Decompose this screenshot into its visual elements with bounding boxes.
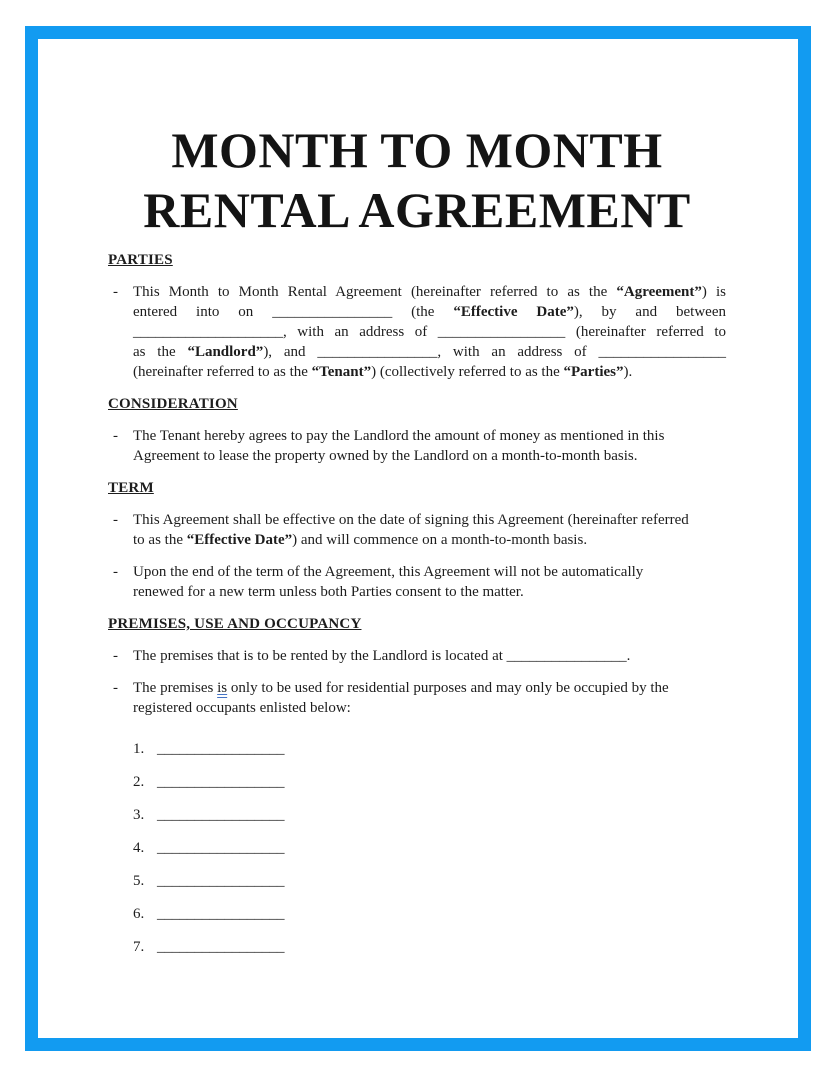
text-run: , with an address of xyxy=(283,324,438,340)
text-run: (hereinafter referred to as the xyxy=(133,364,312,380)
section-heading-term: TERM xyxy=(108,480,154,496)
text-run: (hereinafter referred to xyxy=(565,324,726,340)
paragraph-line xyxy=(133,698,726,718)
paragraph-line xyxy=(133,582,726,602)
text-run: is xyxy=(217,680,228,696)
fill-in-blank: ________________ xyxy=(506,648,627,664)
occupant-list xyxy=(108,739,726,957)
occupant-list-item xyxy=(133,937,726,957)
bullet-item xyxy=(108,282,726,382)
occupant-number: 7. xyxy=(133,939,145,955)
section-term xyxy=(108,478,726,602)
bullet-dash: - xyxy=(113,648,118,664)
bullet-item xyxy=(108,646,726,666)
paragraph-line xyxy=(133,426,726,446)
bullet-dash: - xyxy=(113,680,118,696)
paragraph-line xyxy=(133,646,726,666)
bold-text-run: “Agreement” xyxy=(616,284,702,300)
fill-in-blank: _________________ xyxy=(157,774,285,790)
bullet-item xyxy=(108,426,726,466)
paragraph-line xyxy=(133,530,726,550)
occupant-list-item xyxy=(133,805,726,825)
section-parties xyxy=(108,250,726,382)
section-consideration-bullets xyxy=(108,426,726,466)
paragraph-line xyxy=(133,282,726,302)
occupant-number: 6. xyxy=(133,906,145,922)
occupant-number: 1. xyxy=(133,741,145,757)
occupant-list-item xyxy=(133,772,726,792)
paragraph-line xyxy=(133,302,726,322)
bullet-item xyxy=(108,678,726,718)
occupant-list-item xyxy=(133,904,726,924)
occupant-number: 2. xyxy=(133,774,145,790)
occupant-list-item xyxy=(133,739,726,759)
paragraph-line xyxy=(133,562,726,582)
text-run: only to be used for residential purposes and may only be occupied by the xyxy=(227,680,669,696)
text-run: ) (collectively referred to as the xyxy=(371,364,564,380)
section-consideration xyxy=(108,394,726,466)
section-term-bullets xyxy=(108,510,726,602)
text-run: The Tenant hereby agrees to pay the Landlord the amount of money as mentioned in this xyxy=(133,428,665,444)
fill-in-blank: ____________________ xyxy=(133,324,283,340)
text-run: ). xyxy=(623,364,633,380)
paragraph-line xyxy=(133,678,726,698)
section-premises xyxy=(108,614,726,957)
section-premises-bullets xyxy=(108,646,726,718)
bold-text-run: “Tenant” xyxy=(311,364,372,380)
document-title xyxy=(108,120,726,240)
bullet-dash: - xyxy=(113,284,118,300)
bold-text-run: “Effective Date” xyxy=(453,304,574,320)
text-run: . xyxy=(626,648,631,664)
paragraph-line xyxy=(133,362,726,382)
section-heading-consideration: CONSIDERATION xyxy=(108,396,238,412)
text-run: ) is xyxy=(701,284,726,300)
occupant-number: 3. xyxy=(133,807,145,823)
text-run: as the xyxy=(133,344,188,360)
occupant-number: 5. xyxy=(133,873,145,889)
text-run: The premises that is to be rented by the Landlord is located at xyxy=(133,648,507,664)
fill-in-blank: _________________ xyxy=(437,324,566,340)
fill-in-blank: _________________ xyxy=(157,906,285,922)
text-run: renewed for a new term unless both Parties consent to the matter. xyxy=(133,584,524,600)
text-run: ), and xyxy=(263,344,318,360)
fill-in-blank: ________________ xyxy=(317,344,438,360)
fill-in-blank: ________________ xyxy=(272,304,393,320)
section-heading-premises: PREMISES, USE AND OCCUPANCY xyxy=(108,616,362,632)
section-heading-parties: PARTIES xyxy=(108,252,173,268)
document-body xyxy=(108,38,726,970)
text-run: The premises xyxy=(133,680,218,696)
bullet-item xyxy=(108,562,726,602)
bullet-item xyxy=(108,510,726,550)
text-run: Upon the end of the term of the Agreement, this Agreement will not be automatically xyxy=(133,564,644,580)
text-run: This Month to Month Rental Agreement (hereinafter referred to as the xyxy=(133,284,617,300)
paragraph-line xyxy=(133,342,726,362)
paragraph-line xyxy=(133,446,726,466)
bold-text-run: “Parties” xyxy=(563,364,624,380)
text-run: This Agreement shall be effective on the date of signing this Agreement (hereinafter referred xyxy=(133,512,689,528)
bullet-dash: - xyxy=(113,564,118,580)
text-run: , with an address of xyxy=(437,344,599,360)
text-run: to as the xyxy=(133,532,187,548)
text-run: ) and will commence on a month-to-month basis. xyxy=(292,532,588,548)
bold-text-run: “Landlord” xyxy=(187,344,264,360)
text-run: ), by and between xyxy=(573,304,726,320)
fill-in-blank: _________________ xyxy=(598,344,726,360)
paragraph-line xyxy=(133,510,726,530)
fill-in-blank: _________________ xyxy=(157,939,285,955)
text-run: registered occupants enlisted below: xyxy=(133,700,351,716)
document-title-line1: MONTH TO MONTH xyxy=(171,122,663,178)
fill-in-blank: _________________ xyxy=(157,873,285,889)
paragraph-line xyxy=(133,322,726,342)
occupant-list-item xyxy=(133,838,726,858)
text-run: (the xyxy=(392,304,454,320)
occupant-number: 4. xyxy=(133,840,145,856)
bullet-dash: - xyxy=(113,428,118,444)
section-parties-bullets xyxy=(108,282,726,382)
fill-in-blank: _________________ xyxy=(157,807,285,823)
occupant-list-item xyxy=(133,871,726,891)
fill-in-blank: _________________ xyxy=(157,840,285,856)
fill-in-blank: _________________ xyxy=(157,741,285,757)
bold-text-run: “Effective Date” xyxy=(186,532,293,548)
text-run: Agreement to lease the property owned by the Landlord on a month-to-month basis. xyxy=(133,448,638,464)
document-title-line2: RENTAL AGREEMENT xyxy=(143,182,691,238)
bullet-dash: - xyxy=(113,512,118,528)
text-run: entered into on xyxy=(133,304,273,320)
